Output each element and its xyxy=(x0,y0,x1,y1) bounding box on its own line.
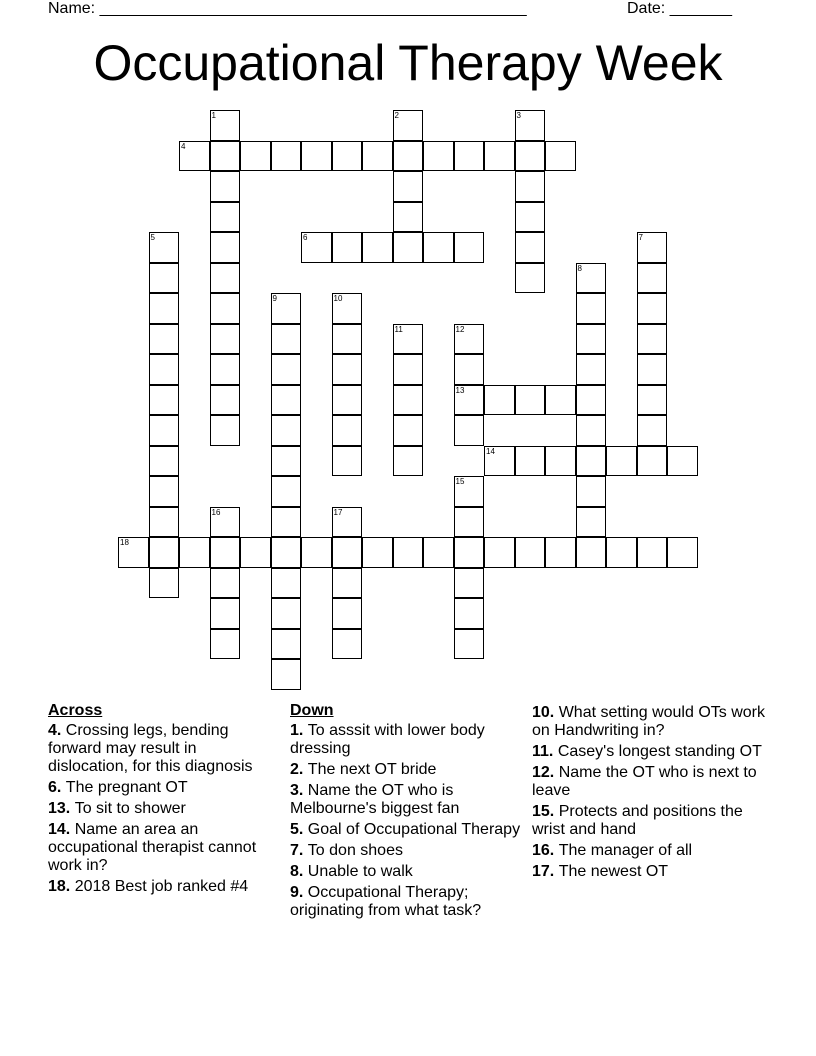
clue-text: Name an area an occupational therapist cannot work in? xyxy=(48,821,257,874)
grid-cell[interactable] xyxy=(393,537,424,568)
grid-cell[interactable] xyxy=(332,324,363,355)
grid-cell[interactable] xyxy=(637,293,668,324)
grid-cell[interactable] xyxy=(393,202,424,233)
clue-number-dot: . xyxy=(298,761,308,778)
clue-text: Protects and positions the wrist and hand xyxy=(532,803,743,838)
grid-cell[interactable] xyxy=(179,537,210,568)
clue-text: Goal of Occupational Therapy xyxy=(307,821,521,838)
grid-cell[interactable] xyxy=(393,324,424,355)
clue-number-dot: . xyxy=(298,782,308,799)
cell-number: 7 xyxy=(638,233,643,242)
clue-down-7 xyxy=(290,842,530,860)
clue-number-dot: . xyxy=(548,743,558,760)
grid-cell[interactable] xyxy=(149,263,180,294)
grid-cell[interactable] xyxy=(515,385,546,416)
clue-number: 5 xyxy=(290,821,299,838)
clue-down-10 xyxy=(532,704,772,740)
grid-cell[interactable] xyxy=(606,537,637,568)
date-field-label: Date: _______ xyxy=(627,0,732,17)
clue-number: 18 xyxy=(48,878,66,895)
grid-cell[interactable] xyxy=(271,537,302,568)
clue-number: 12 xyxy=(532,764,550,781)
grid-cell[interactable] xyxy=(210,141,241,172)
grid-cell[interactable] xyxy=(576,537,607,568)
clue-number: 8 xyxy=(290,863,299,880)
grid-cell[interactable] xyxy=(637,537,668,568)
clue-number: 6 xyxy=(48,779,57,796)
grid-cell[interactable] xyxy=(149,354,180,385)
grid-cell[interactable] xyxy=(576,415,607,446)
grid-cell[interactable] xyxy=(545,385,576,416)
grid-cell[interactable] xyxy=(454,232,485,263)
grid-cell[interactable] xyxy=(454,141,485,172)
grid-cell[interactable] xyxy=(271,354,302,385)
clue-number: 2 xyxy=(290,761,299,778)
grid-cell[interactable] xyxy=(576,507,607,538)
clue-number-dot: . xyxy=(65,821,75,838)
grid-cell[interactable] xyxy=(484,446,515,477)
clue-text: To asssit with lower body dressing xyxy=(290,722,485,757)
grid-cell[interactable] xyxy=(515,202,546,233)
grid-cell[interactable] xyxy=(606,446,637,477)
grid-cell[interactable] xyxy=(149,324,180,355)
grid-cell[interactable] xyxy=(393,171,424,202)
grid-cell[interactable] xyxy=(332,629,363,660)
grid-cell[interactable] xyxy=(484,385,515,416)
clues-column-2 xyxy=(290,702,530,923)
clue-down-11 xyxy=(532,743,772,761)
grid-cell[interactable] xyxy=(637,446,668,477)
grid-cell[interactable] xyxy=(454,629,485,660)
grid-cell[interactable] xyxy=(576,263,607,294)
clue-number-dot: . xyxy=(298,884,308,901)
grid-cell[interactable] xyxy=(545,537,576,568)
clue-number-dot: . xyxy=(549,842,559,859)
grid-cell[interactable] xyxy=(210,598,241,629)
clue-text: The pregnant OT xyxy=(65,779,188,796)
grid-cell[interactable] xyxy=(454,324,485,355)
grid-cell[interactable] xyxy=(271,324,302,355)
clue-number: 11 xyxy=(532,743,549,760)
clue-text: Occupational Therapy; originating from what task? xyxy=(290,884,482,919)
grid-cell[interactable] xyxy=(301,141,332,172)
clue-down-2 xyxy=(290,761,530,779)
clue-across-13 xyxy=(48,800,278,818)
grid-cell[interactable] xyxy=(210,385,241,416)
clue-number: 1 xyxy=(290,722,299,739)
grid-cell[interactable] xyxy=(332,537,363,568)
cell-number: 13 xyxy=(455,385,465,395)
grid-cell[interactable] xyxy=(576,293,607,324)
grid-cell[interactable] xyxy=(301,537,332,568)
clue-down-12 xyxy=(532,764,772,800)
grid-cell[interactable] xyxy=(332,415,363,446)
grid-cell[interactable] xyxy=(332,385,363,416)
clue-text: The newest OT xyxy=(558,863,669,880)
grid-cell[interactable] xyxy=(271,629,302,660)
grid-cell[interactable] xyxy=(637,385,668,416)
clue-text: To sit to shower xyxy=(74,800,186,817)
clue-number-dot: . xyxy=(549,704,559,721)
grid-cell[interactable] xyxy=(210,171,241,202)
grid-cell[interactable] xyxy=(576,476,607,507)
grid-cell[interactable] xyxy=(454,537,485,568)
grid-cell[interactable] xyxy=(332,232,363,263)
grid-cell[interactable] xyxy=(210,232,241,263)
down-heading: Down xyxy=(290,702,334,719)
grid-cell[interactable] xyxy=(515,141,546,172)
grid-cell[interactable] xyxy=(454,354,485,385)
clue-across-18 xyxy=(48,878,278,896)
clue-down-5 xyxy=(290,821,530,839)
cell-number: 5 xyxy=(150,233,155,242)
grid-cell[interactable] xyxy=(210,507,241,538)
clue-number: 10 xyxy=(532,704,550,721)
grid-cell[interactable] xyxy=(149,385,180,416)
cell-number: 12 xyxy=(455,324,465,334)
cell-number: 9 xyxy=(272,294,277,303)
clues-column-3 xyxy=(532,704,772,884)
grid-cell[interactable] xyxy=(667,446,698,477)
grid-cell[interactable] xyxy=(240,141,271,172)
grid-cell[interactable] xyxy=(637,232,668,263)
grid-cell[interactable] xyxy=(210,415,241,446)
cell-number: 16 xyxy=(211,507,221,517)
clue-number-dot: . xyxy=(298,722,308,739)
grid-cell[interactable] xyxy=(149,537,180,568)
clue-number-dot: . xyxy=(549,863,559,880)
clue-text: Casey's longest standing OT xyxy=(557,743,762,760)
grid-cell[interactable] xyxy=(637,415,668,446)
grid-cell[interactable] xyxy=(545,446,576,477)
cell-number: 15 xyxy=(455,477,465,486)
clue-number-dot: . xyxy=(549,764,559,781)
grid-cell[interactable] xyxy=(332,598,363,629)
grid-cell[interactable] xyxy=(393,415,424,446)
grid-cell[interactable] xyxy=(210,568,241,599)
clue-number-dot: . xyxy=(65,800,75,817)
grid-cell[interactable] xyxy=(210,629,241,660)
grid-cell[interactable] xyxy=(393,385,424,416)
grid-cell[interactable] xyxy=(454,385,485,416)
grid-cell[interactable] xyxy=(118,537,149,568)
cell-number: 3 xyxy=(516,111,521,120)
cell-number: 11 xyxy=(394,324,403,334)
clue-across-6 xyxy=(48,779,278,797)
clue-down-8 xyxy=(290,863,530,881)
clue-down-15 xyxy=(532,803,772,839)
clue-number-dot: . xyxy=(56,779,66,796)
grid-cell[interactable] xyxy=(576,385,607,416)
grid-cell[interactable] xyxy=(149,293,180,324)
clue-across-14 xyxy=(48,821,278,875)
cell-number: 4 xyxy=(181,141,186,151)
grid-cell[interactable] xyxy=(271,476,302,507)
grid-cell[interactable] xyxy=(179,141,210,172)
clue-down-9 xyxy=(290,884,530,920)
grid-cell[interactable] xyxy=(332,507,363,538)
grid-cell[interactable] xyxy=(332,446,363,477)
clue-number: 13 xyxy=(48,800,66,817)
grid-cell[interactable] xyxy=(210,263,241,294)
grid-cell[interactable] xyxy=(454,476,485,507)
grid-cell[interactable] xyxy=(484,141,515,172)
clue-down-17 xyxy=(532,863,772,881)
grid-cell[interactable] xyxy=(271,659,302,690)
clue-text: Name the OT who is next to leave xyxy=(532,764,757,799)
clue-number: 16 xyxy=(532,842,550,859)
grid-cell[interactable] xyxy=(515,263,546,294)
clue-text: Unable to walk xyxy=(307,863,413,880)
grid-cell[interactable] xyxy=(576,446,607,477)
page-title: Occupational Therapy Week xyxy=(93,35,723,91)
clue-text: Crossing legs, bending forward may result in dislocation, for this diagnosis xyxy=(48,722,253,775)
grid-cell[interactable] xyxy=(393,110,424,141)
grid-cell[interactable] xyxy=(332,141,363,172)
grid-cell[interactable] xyxy=(301,232,332,263)
grid-cell[interactable] xyxy=(149,507,180,538)
clue-number: 17 xyxy=(532,863,550,880)
grid-cell[interactable] xyxy=(576,324,607,355)
grid-cell[interactable] xyxy=(210,537,241,568)
grid-cell[interactable] xyxy=(423,537,454,568)
grid-cell[interactable] xyxy=(210,324,241,355)
grid-cell[interactable] xyxy=(515,537,546,568)
grid-cell[interactable] xyxy=(332,568,363,599)
grid-cell[interactable] xyxy=(271,415,302,446)
cell-number: 1 xyxy=(211,111,216,120)
grid-cell[interactable] xyxy=(637,263,668,294)
clue-text: To don shoes xyxy=(307,842,403,859)
clue-number: 3 xyxy=(290,782,299,799)
grid-cell[interactable] xyxy=(149,232,180,263)
clue-down-16 xyxy=(532,842,772,860)
grid-cell[interactable] xyxy=(332,293,363,324)
clue-text: Name the OT who is Melbourne's biggest fan xyxy=(290,782,460,817)
clue-text: The next OT bride xyxy=(307,761,437,778)
grid-cell[interactable] xyxy=(515,110,546,141)
grid-cell[interactable] xyxy=(423,141,454,172)
clue-across-4 xyxy=(48,722,278,776)
grid-cell[interactable] xyxy=(362,232,393,263)
grid-cell[interactable] xyxy=(271,507,302,538)
grid-cell[interactable] xyxy=(271,598,302,629)
clue-number-dot: . xyxy=(56,722,66,739)
grid-cell[interactable] xyxy=(515,232,546,263)
grid-cell[interactable] xyxy=(362,141,393,172)
name-field-label: Name: ________________________________________________ xyxy=(48,0,527,17)
grid-cell[interactable] xyxy=(362,537,393,568)
grid-cell[interactable] xyxy=(637,354,668,385)
grid-cell[interactable] xyxy=(393,232,424,263)
clue-down-1 xyxy=(290,722,530,758)
cell-number: 14 xyxy=(486,446,495,456)
grid-cell[interactable] xyxy=(240,537,271,568)
grid-cell[interactable] xyxy=(515,446,546,477)
grid-cell[interactable] xyxy=(210,293,241,324)
across-heading: Across xyxy=(48,702,103,719)
grid-cell[interactable] xyxy=(576,354,607,385)
clue-number: 4 xyxy=(48,722,57,739)
grid-cell[interactable] xyxy=(484,537,515,568)
grid-cell[interactable] xyxy=(454,598,485,629)
clue-text: What setting would OTs work on Handwriting in? xyxy=(532,704,765,739)
clue-number-dot: . xyxy=(298,842,308,859)
cell-number: 8 xyxy=(577,263,582,273)
grid-cell[interactable] xyxy=(271,385,302,416)
grid-cell[interactable] xyxy=(271,568,302,599)
grid-cell[interactable] xyxy=(423,232,454,263)
grid-cell[interactable] xyxy=(667,537,698,568)
clue-number-dot: . xyxy=(65,878,75,895)
grid-cell[interactable] xyxy=(149,568,180,599)
grid-cell[interactable] xyxy=(393,354,424,385)
grid-cell[interactable] xyxy=(210,110,241,141)
clue-number-dot: . xyxy=(298,821,308,838)
grid-cell[interactable] xyxy=(210,354,241,385)
cell-number: 2 xyxy=(394,111,399,120)
grid-cell[interactable] xyxy=(149,415,180,446)
grid-cell[interactable] xyxy=(393,446,424,477)
grid-cell[interactable] xyxy=(210,202,241,233)
cell-number: 18 xyxy=(120,538,129,547)
clue-down-3 xyxy=(290,782,530,818)
grid-cell[interactable] xyxy=(393,141,424,172)
grid-cell[interactable] xyxy=(332,354,363,385)
cell-number: 17 xyxy=(333,507,343,517)
grid-cell[interactable] xyxy=(454,415,485,446)
clue-number: 9 xyxy=(290,884,299,901)
grid-cell[interactable] xyxy=(515,171,546,202)
grid-cell[interactable] xyxy=(149,476,180,507)
grid-cell[interactable] xyxy=(454,568,485,599)
grid-cell[interactable] xyxy=(271,293,302,324)
grid-cell[interactable] xyxy=(271,141,302,172)
clue-number: 14 xyxy=(48,821,66,838)
clue-text: The manager of all xyxy=(558,842,693,859)
cell-number: 10 xyxy=(333,294,343,303)
grid-cell[interactable] xyxy=(149,446,180,477)
cell-number: 6 xyxy=(303,233,308,242)
clue-number-dot: . xyxy=(549,803,559,820)
clue-number: 15 xyxy=(532,803,550,820)
clues-column-1 xyxy=(48,702,278,899)
clue-text: 2018 Best job ranked #4 xyxy=(74,878,249,895)
grid-cell[interactable] xyxy=(454,507,485,538)
grid-cell[interactable] xyxy=(637,324,668,355)
clue-number: 7 xyxy=(290,842,299,859)
grid-cell[interactable] xyxy=(271,446,302,477)
grid-cell[interactable] xyxy=(545,141,576,172)
clue-number-dot: . xyxy=(298,863,308,880)
